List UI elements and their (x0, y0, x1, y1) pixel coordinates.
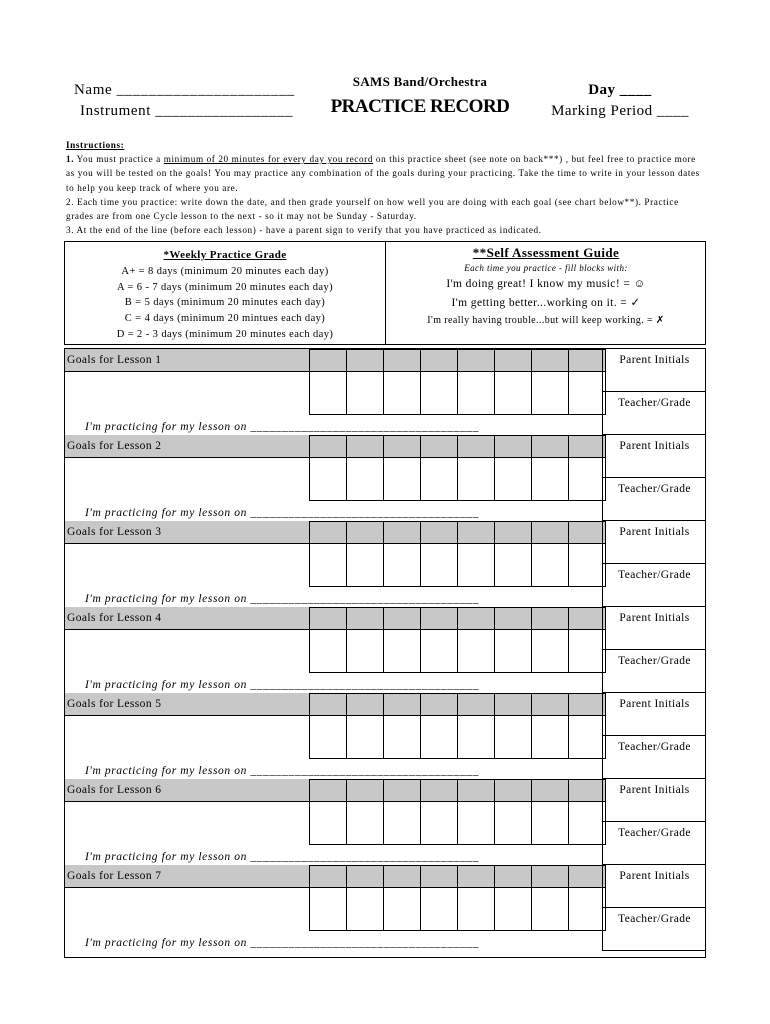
grade-cell[interactable] (346, 715, 384, 759)
lesson-date-blank[interactable]: ____________________________________ (246, 679, 479, 691)
date-cell[interactable] (494, 521, 532, 544)
instruction-2: 2. Each time you practice: write down the date, and then grade yourself on how well you are doing with each goal (see chart below**). Practice grades are from one Cycle lesson to the next - so it may not be Sunday - Saturday. (66, 196, 679, 222)
grade-cell[interactable] (420, 457, 458, 501)
grade-cell[interactable] (420, 887, 458, 931)
date-cell[interactable] (309, 865, 347, 888)
date-cell[interactable] (309, 521, 347, 544)
grade-cell[interactable] (568, 887, 606, 931)
date-cell[interactable] (346, 521, 384, 544)
grade-cell[interactable] (494, 887, 532, 931)
grade-cell[interactable] (346, 801, 384, 845)
date-cell[interactable] (457, 607, 495, 630)
grade-cell[interactable] (568, 629, 606, 673)
lesson-date-blank[interactable]: ____________________________________ (246, 421, 479, 433)
lesson-table (64, 348, 706, 958)
grade-cell[interactable] (457, 801, 495, 845)
grade-cell[interactable] (420, 371, 458, 415)
date-cell[interactable] (309, 349, 347, 372)
parent-initials-box[interactable]: Parent Initials (602, 435, 706, 478)
teacher-grade-box[interactable]: Teacher/Grade (602, 650, 706, 693)
day-field[interactable]: Day ____ (588, 82, 652, 98)
grading-guide (64, 241, 706, 345)
grade-cell[interactable] (346, 629, 384, 673)
teacher-grade-box[interactable]: Teacher/Grade (602, 822, 706, 865)
date-cell[interactable] (420, 435, 458, 458)
teacher-grade-box[interactable]: Teacher/Grade (602, 392, 706, 435)
grade-cell[interactable] (457, 543, 495, 587)
parent-initials-box[interactable]: Parent Initials (602, 607, 706, 650)
lesson-date-line (85, 593, 479, 605)
parent-initials-box[interactable]: Parent Initials (602, 779, 706, 822)
date-cell[interactable] (531, 435, 569, 458)
date-cell[interactable] (531, 865, 569, 888)
grade-cell[interactable] (309, 543, 347, 587)
grade-cell[interactable] (383, 371, 421, 415)
lesson-goals-label: Goals for Lesson 4 (65, 607, 309, 630)
grade-cell[interactable] (309, 887, 347, 931)
date-cell[interactable] (568, 865, 606, 888)
date-cell[interactable] (494, 779, 532, 802)
date-cell[interactable] (531, 607, 569, 630)
date-cell[interactable] (346, 607, 384, 630)
date-cell[interactable] (420, 693, 458, 716)
self-assessment-subtitle: Each time you practice - fill blocks with: (464, 263, 628, 273)
date-cell[interactable] (457, 349, 495, 372)
grade-cell[interactable] (531, 887, 569, 931)
grade-cell[interactable] (420, 629, 458, 673)
grade-line: D = 2 - 3 days (minimum 20 minutes each day) (116, 328, 334, 340)
grade-cell[interactable] (309, 715, 347, 759)
date-cell[interactable] (568, 779, 606, 802)
grade-cell[interactable] (309, 457, 347, 501)
weekly-grade-title: *Weekly Practice Grade (163, 249, 287, 261)
lesson-date-label: I'm practicing for my lesson on (85, 937, 247, 949)
date-cell[interactable] (420, 779, 458, 802)
parent-initials-box[interactable]: Parent Initials (602, 693, 706, 736)
lesson-goals-label: Goals for Lesson 3 (65, 521, 309, 544)
lesson-goals-label: Goals for Lesson 5 (65, 693, 309, 716)
grade-cell[interactable] (531, 715, 569, 759)
date-cell[interactable] (383, 349, 421, 372)
date-cell[interactable] (457, 521, 495, 544)
lesson-date-label: I'm practicing for my lesson on (85, 679, 247, 691)
date-cell[interactable] (420, 607, 458, 630)
grade-cell[interactable] (383, 543, 421, 587)
self-assessment-guide (386, 245, 706, 326)
date-cell[interactable] (383, 693, 421, 716)
lesson-date-blank[interactable]: ____________________________________ (246, 507, 479, 519)
grade-cell[interactable] (383, 629, 421, 673)
date-cell[interactable] (383, 779, 421, 802)
instructions-title: Instructions: (66, 140, 125, 150)
grade-cell[interactable] (568, 715, 606, 759)
lesson-date-line (85, 421, 479, 433)
grade-cell[interactable] (568, 543, 606, 587)
date-cell[interactable] (494, 693, 532, 716)
assessment-trouble: I'm really having trouble...but will keep working. = ✗ (427, 315, 665, 326)
date-cell[interactable] (346, 435, 384, 458)
grade-cell[interactable] (309, 801, 347, 845)
grade-cell[interactable] (383, 801, 421, 845)
grade-cell[interactable] (346, 371, 384, 415)
date-cell[interactable] (309, 779, 347, 802)
date-cell[interactable] (568, 349, 606, 372)
marking-period-field[interactable]: Marking Period ____ (551, 103, 689, 119)
grade-cell[interactable] (494, 629, 532, 673)
student-info (74, 80, 295, 122)
lesson-date-blank[interactable]: ____________________________________ (246, 937, 479, 949)
grade-cell[interactable] (383, 887, 421, 931)
lesson-date-line (85, 765, 479, 777)
lesson-date-line (85, 679, 479, 691)
lesson-block (65, 865, 707, 951)
date-cell[interactable] (494, 435, 532, 458)
lesson-block (65, 521, 707, 607)
grade-cell[interactable] (568, 457, 606, 501)
grade-line: B = 5 days (minimum 20 minutes each day) (124, 297, 326, 309)
grade-cell[interactable] (494, 371, 532, 415)
grade-cell[interactable] (420, 801, 458, 845)
weekly-grade-chart (65, 248, 385, 343)
grade-cell[interactable] (309, 371, 347, 415)
grade-cell[interactable] (494, 715, 532, 759)
teacher-grade-box[interactable]: Teacher/Grade (602, 564, 706, 607)
lesson-date-label: I'm practicing for my lesson on (85, 765, 247, 777)
date-cell[interactable] (346, 349, 384, 372)
lesson-block (65, 607, 707, 693)
date-cell[interactable] (531, 693, 569, 716)
instructions (66, 138, 706, 237)
grade-cell[interactable] (383, 715, 421, 759)
lesson-block (65, 435, 707, 521)
date-cell[interactable] (494, 865, 532, 888)
grade-cell[interactable] (531, 801, 569, 845)
grade-cell[interactable] (568, 371, 606, 415)
grade-cell[interactable] (309, 629, 347, 673)
lesson-goals-label: Goals for Lesson 6 (65, 779, 309, 802)
lesson-goals-label: Goals for Lesson 1 (65, 349, 309, 372)
grade-cell[interactable] (494, 543, 532, 587)
date-cell[interactable] (494, 607, 532, 630)
lesson-date-label: I'm practicing for my lesson on (85, 593, 247, 605)
grade-cell[interactable] (494, 801, 532, 845)
lesson-goals-label: Goals for Lesson 2 (65, 435, 309, 458)
lesson-date-blank[interactable]: ____________________________________ (246, 593, 479, 605)
date-cell[interactable] (457, 435, 495, 458)
grade-cell[interactable] (531, 457, 569, 501)
date-cell[interactable] (420, 349, 458, 372)
period-info (540, 80, 700, 122)
date-cell[interactable] (568, 693, 606, 716)
grade-cell[interactable] (457, 715, 495, 759)
date-cell[interactable] (309, 693, 347, 716)
teacher-grade-box[interactable]: Teacher/Grade (602, 736, 706, 779)
date-cell[interactable] (568, 607, 606, 630)
lesson-date-blank[interactable]: ____________________________________ (246, 851, 479, 863)
instruction-1: 1. You must practice a minimum of 20 minutes for every day you record on this practice sheet (see note on back***) , but feel free to practice more as you will be tested on the goals! You may practice any combination of the goals during your practicing. Take the time to write in your lesson dates to help you keep track of where you are. (66, 154, 700, 193)
date-cell[interactable] (346, 779, 384, 802)
page-subtitle: SAMS Band/Orchestra (352, 74, 488, 89)
date-cell[interactable] (531, 521, 569, 544)
date-cell[interactable] (346, 693, 384, 716)
date-cell[interactable] (420, 865, 458, 888)
teacher-grade-box[interactable]: Teacher/Grade (602, 908, 706, 951)
date-cell[interactable] (383, 865, 421, 888)
date-cell[interactable] (383, 521, 421, 544)
grade-cell[interactable] (531, 371, 569, 415)
grade-cell[interactable] (346, 457, 384, 501)
teacher-grade-box[interactable]: Teacher/Grade (602, 478, 706, 521)
date-cell[interactable] (531, 349, 569, 372)
parent-initials-box[interactable]: Parent Initials (602, 865, 706, 908)
grade-line: C = 4 days (minimum 20 mintues each day) (124, 313, 326, 325)
grade-cell[interactable] (457, 371, 495, 415)
lesson-date-line (85, 507, 479, 519)
lesson-date-line (85, 851, 479, 863)
grade-cell[interactable] (457, 457, 495, 501)
grade-cell[interactable] (457, 629, 495, 673)
lesson-block (65, 779, 707, 865)
date-cell[interactable] (383, 607, 421, 630)
title-block (320, 74, 520, 118)
date-cell[interactable] (494, 349, 532, 372)
grade-cell[interactable] (568, 801, 606, 845)
grade-cell[interactable] (420, 715, 458, 759)
grade-line: A+ = 8 days (minimum 20 minutes each day) (121, 265, 329, 277)
date-cell[interactable] (309, 607, 347, 630)
lesson-block (65, 349, 707, 435)
lesson-date-blank[interactable]: ____________________________________ (246, 765, 479, 777)
date-cell[interactable] (309, 435, 347, 458)
parent-initials-box[interactable]: Parent Initials (602, 349, 706, 392)
grade-cell[interactable] (346, 543, 384, 587)
lesson-block (65, 693, 707, 779)
date-cell[interactable] (457, 779, 495, 802)
lesson-date-label: I'm practicing for my lesson on (85, 851, 247, 863)
self-assessment-title: **Self Assessment Guide (472, 245, 620, 260)
grade-cell[interactable] (531, 543, 569, 587)
grade-cell[interactable] (494, 457, 532, 501)
grade-cell[interactable] (420, 543, 458, 587)
date-cell[interactable] (531, 779, 569, 802)
assessment-great: I'm doing great! I know my music! = ☺ (446, 278, 646, 290)
date-cell[interactable] (420, 521, 458, 544)
grade-cell[interactable] (457, 887, 495, 931)
lesson-goals-label: Goals for Lesson 7 (65, 865, 309, 888)
lesson-date-line (85, 937, 479, 949)
assessment-better: I'm getting better...working on it. = ✓ (451, 297, 641, 309)
lesson-date-label: I'm practicing for my lesson on (85, 421, 247, 433)
grade-cell[interactable] (346, 887, 384, 931)
date-cell[interactable] (568, 521, 606, 544)
name-field[interactable]: Name ______________________ (74, 82, 295, 98)
date-cell[interactable] (457, 865, 495, 888)
grade-line: A = 6 - 7 days (minimum 20 minutes each day) (117, 281, 333, 293)
instruction-3: 3. At the end of the line (before each lesson) - have a parent sign to verify that you have practiced as indicated. (66, 225, 542, 236)
page-title: PRACTICE RECORD (330, 96, 510, 117)
date-cell[interactable] (346, 865, 384, 888)
date-cell[interactable] (568, 435, 606, 458)
lesson-date-label: I'm practicing for my lesson on (85, 507, 247, 519)
date-cell[interactable] (383, 435, 421, 458)
parent-initials-box[interactable]: Parent Initials (602, 521, 706, 564)
grade-cell[interactable] (531, 629, 569, 673)
instrument-field[interactable]: Instrument _________________ (80, 103, 294, 119)
grade-cell[interactable] (383, 457, 421, 501)
date-cell[interactable] (457, 693, 495, 716)
